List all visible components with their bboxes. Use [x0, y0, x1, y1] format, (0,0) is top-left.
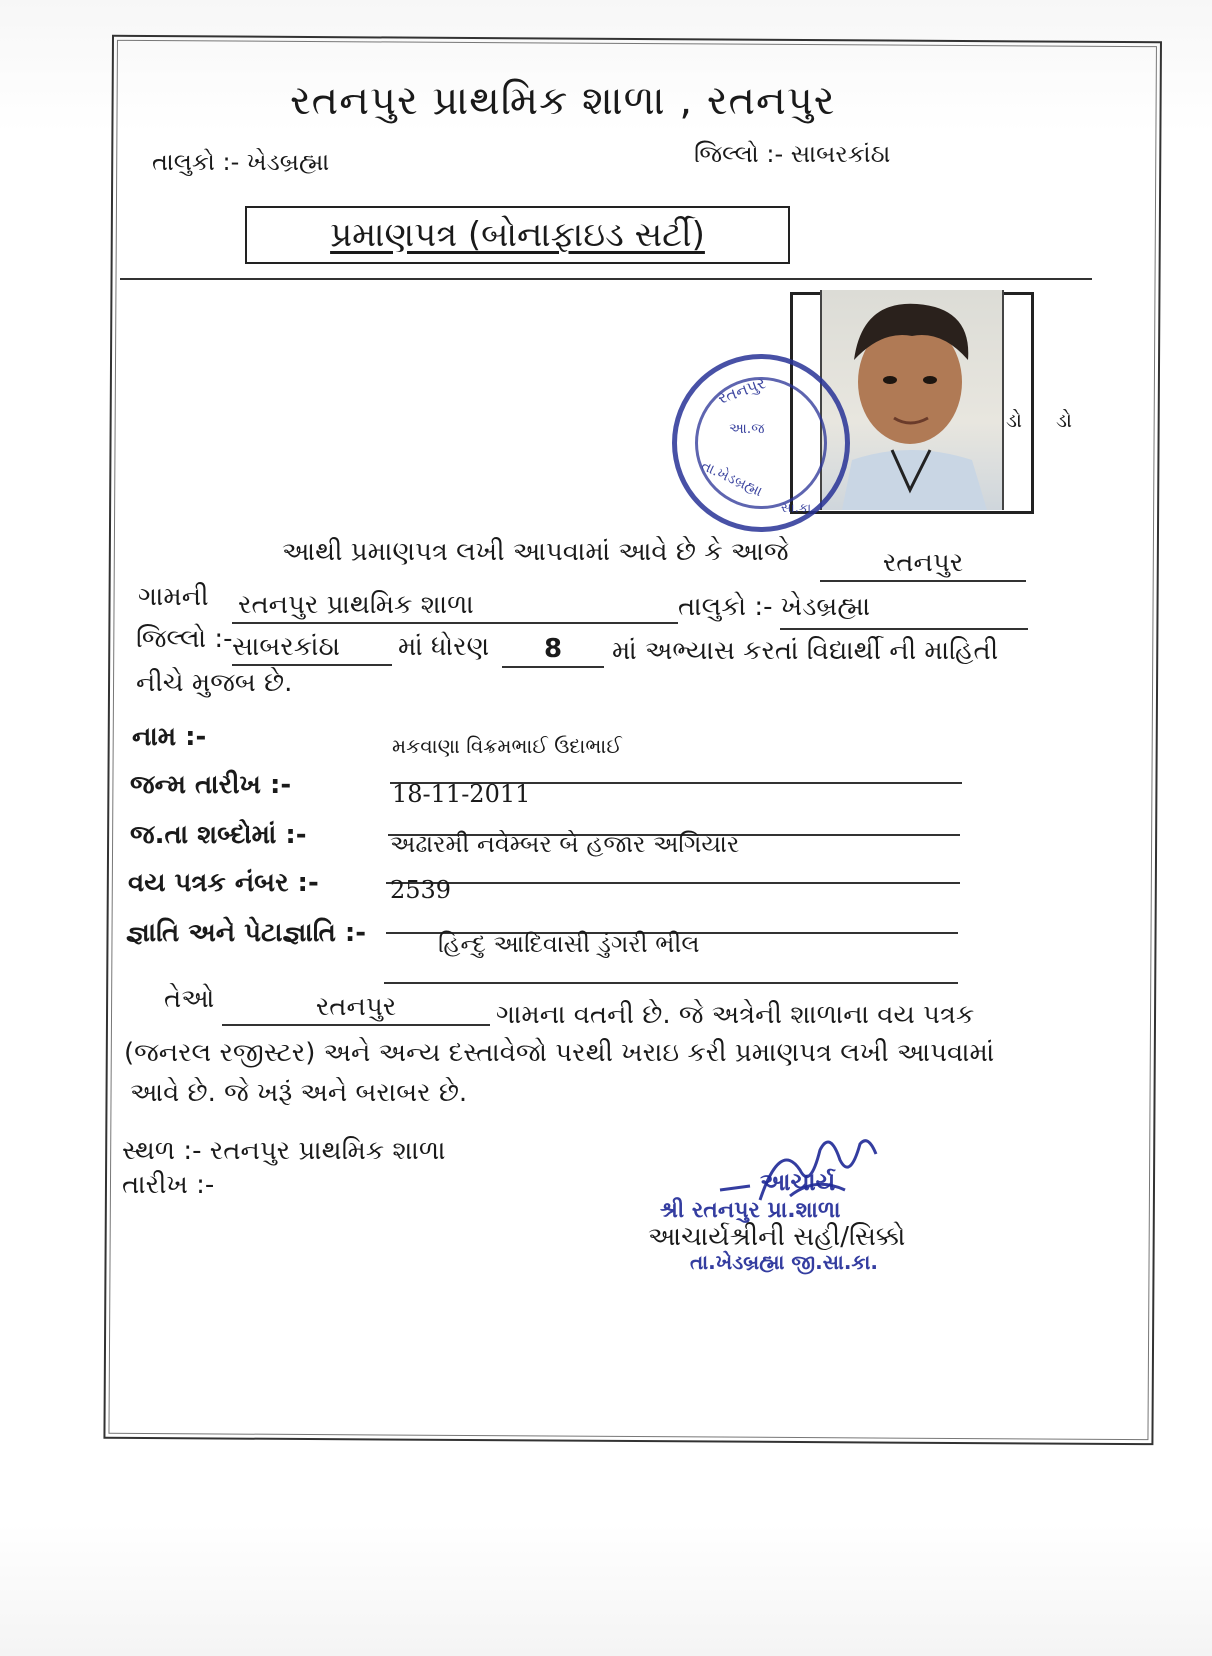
place-text: સ્થળ :- રતનપુર પ્રાથમિક શાળા — [122, 1136, 446, 1166]
closing-village-field: રતનપુર — [222, 990, 490, 1026]
dob-words-value: અઢારમી નવેમ્બર બે હજાર અગિયાર — [390, 830, 740, 858]
intro-village-label: ગામની — [138, 582, 209, 612]
stamp-text-bottom: તા.ખેડબ્રહ્મા — [698, 457, 765, 501]
header-divider — [120, 278, 1092, 280]
seal-title: આચાર્ય — [760, 1168, 836, 1196]
photo-edge-text: ડો — [1056, 408, 1072, 432]
dob-words-underline — [386, 882, 960, 884]
student-portrait-icon — [822, 290, 1002, 510]
certificate-title-box — [245, 206, 790, 264]
caste-value: હિન્દુ આદિવાસી ડુંગરી ભીલ — [438, 930, 700, 958]
dob-value: 18-11-2011 — [392, 780, 531, 808]
register-value: 2539 — [390, 876, 452, 904]
dob-label: જન્મ તારીખ :- — [130, 770, 292, 800]
school-title: રતનપુર પ્રાથમિક શાળા , રતનપુર — [290, 78, 836, 124]
intro-line1: આથી પ્રમાણપત્ર લખી આપવામાં આવે છે કે આજે — [282, 537, 789, 567]
closing-line3: આવે છે. જે ખરૂં અને બરાબર છે. — [130, 1078, 468, 1108]
caste-underline — [384, 982, 958, 984]
intro-line4: નીચે મુજબ છે. — [136, 668, 293, 698]
taluka-underline — [780, 628, 1028, 630]
stamp-text-mid: આ.જ — [729, 421, 765, 437]
student-photo — [820, 290, 1072, 510]
stamp-text-corner: સા.કા — [781, 501, 812, 516]
closing-line1-tail: ગામના વતની છે. જે અત્રેની શાળાના વય પત્રક — [496, 1000, 975, 1030]
register-label: વય પત્રક નંબર :- — [128, 868, 319, 898]
name-label: નામ :- — [132, 722, 207, 752]
dob-words-label: જ.તા શબ્દોમાં :- — [130, 820, 307, 850]
photo-side-text: ડો — [1006, 408, 1022, 432]
intro-std-field: 8 — [502, 632, 604, 668]
intro-district-label: જિલ્લો :- — [136, 624, 233, 654]
school-stamp — [672, 354, 850, 532]
closing-line2: (જનરલ રજીસ્ટર) અને અન્ય દસ્તાવેજો પરથી ખરાઇ કરી પ્રમાણપત્ર લખી આપવામાં — [124, 1038, 995, 1068]
intro-village-field: રતનપુર — [820, 546, 1026, 582]
district-header: જિલ્લો :- સાબરકાંઠા — [694, 140, 891, 168]
certificate-title: પ્રમાણપત્ર (બોનાફાઇડ સર્ટી) — [330, 215, 705, 255]
stamp-text-top: રતનપુર — [715, 373, 769, 408]
signature-area — [640, 1130, 940, 1280]
intro-line3-tail: માં અભ્યાસ કરતાં વિદ્યાર્થી ની માહિતી — [612, 636, 999, 666]
intro-school-field: રતનપુર પ્રાથમિક શાળા — [232, 588, 678, 624]
intro-district-field: સાબરકાંઠા — [232, 630, 392, 666]
seal-taluka: તા.ખેડબ્રહ્મા જી.સા.કા. — [690, 1250, 879, 1274]
intro-std-label: માં ધોરણ — [398, 632, 490, 662]
date-text: તારીખ :- — [122, 1170, 215, 1200]
intro-taluka: તાલુકો :- ખેડબ્રહ્મા — [678, 592, 871, 622]
closing-prefix: તેઓ — [164, 984, 215, 1014]
seal-school: શ્રી રતનપુર પ્રા.શાળા — [660, 1198, 841, 1223]
name-value: મકવાણા વિક્રમભાઈ ઉદાભાઈ — [392, 734, 622, 758]
caste-label: જ્ઞાતિ અને પેટાજ્ઞાતિ :- — [126, 918, 367, 948]
taluka-header: તાલુકો :- ખેડબ્રહ્મા — [152, 148, 330, 176]
signature-label: આચાર્યશ્રીની સહી/સિક્કો — [648, 1222, 906, 1252]
